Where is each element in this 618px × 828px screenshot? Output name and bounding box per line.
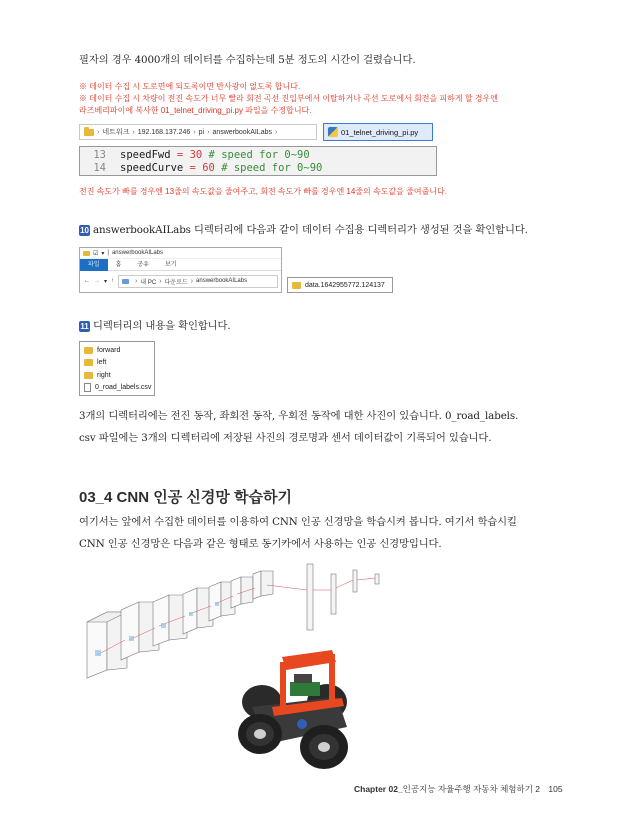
ribbon-tabs (80, 259, 281, 271)
explorer-titlebar: ☑ ▾ | answerbookAILabs (80, 248, 281, 259)
code-comment: # speed for 0~90 (208, 149, 310, 161)
code-note: 전진 속도가 빠를 경우엔 13줄의 속도값을 줄여주고, 회전 속도가 빠를 경우엔 14줄의 속도값을 줄여줍니다. (79, 187, 447, 196)
line-number: 13 (93, 149, 106, 161)
output-layer (375, 574, 379, 584)
code-line (80, 162, 436, 175)
intro-text: 필자의 경우 4000개의 데이터를 수집하는데 5분 정도의 시간이 걸렸습니다. (79, 54, 416, 66)
note-3: 라즈베리파이에 복사한 01_telnet_driving_pi.py 파일을 수정합니다. (79, 106, 312, 115)
code-line (80, 149, 436, 162)
code-var: speedFwd (120, 149, 171, 161)
tab-view[interactable]: 보기 (164, 261, 177, 268)
cnn-paragraph: 여기서는 앞에서 수집한 데이터를 이용하여 CNN 인공 신경망을 학습시켜 봅니다. 여기서 학습시킬 CNN 인공 신경망은 다음과 같은 형태로 동기카에서 사용하는 인공 신경망입니다. (79, 516, 517, 550)
back-arrow-icon[interactable]: ← (84, 278, 90, 284)
explorer-title: answerbookAILabs (111, 250, 164, 256)
path-segment[interactable]: 네트워크 (102, 129, 130, 136)
explorer-window (79, 247, 282, 293)
folder-icon (84, 129, 94, 136)
page-footer (354, 783, 563, 795)
directory-listing (79, 341, 155, 396)
tab-share[interactable]: 공유 (137, 261, 149, 268)
folder-icon (83, 251, 90, 256)
code-block (79, 146, 437, 176)
chevron-right-icon: › (275, 128, 278, 136)
forward-arrow-icon[interactable]: → (94, 278, 100, 284)
path-segment[interactable]: 내 PC (140, 279, 157, 286)
code-comment: # speed for 0~90 (221, 162, 323, 174)
step-10 (79, 219, 559, 241)
code-op: = (189, 162, 196, 174)
list-item[interactable]: forward (80, 344, 154, 357)
address-bar[interactable] (79, 124, 317, 140)
data-folder-name: data.1642955772.124137 (305, 281, 385, 289)
path-segment[interactable]: 192.168.137.246 (137, 128, 191, 136)
file-tab[interactable] (323, 123, 433, 141)
step-text: answerbookAILabs 디렉터리에 다음과 같이 데이터 수집용 디렉터리가 생성된 것을 확인합니다. (93, 224, 528, 236)
footer-title: 인공지능 자율주행 자동차 체험하기 2 (402, 784, 541, 794)
code-value: 60 (202, 162, 215, 174)
pc-icon (122, 279, 129, 284)
footer-chapter: Chapter 02_ (354, 784, 403, 794)
dense-layer-2 (331, 574, 336, 614)
list-item[interactable]: right (80, 369, 154, 382)
path-segment[interactable]: pi (198, 128, 205, 136)
up-arrow-icon[interactable]: ↑ (111, 278, 115, 284)
list-item[interactable]: 0_road_labels.csv (80, 382, 154, 395)
ai-car-image (232, 632, 362, 777)
conv-layer-4 (183, 588, 213, 634)
explorer-address[interactable]: › 내 PC › 다운로드 › answerbookAILabs (118, 275, 278, 288)
path-segment[interactable]: answerbookAILabs (196, 278, 248, 284)
chevron-down-icon: ▾ (101, 250, 105, 257)
path-segment[interactable]: answerbookAILabs (212, 128, 272, 136)
file-tab-label: 01_telnet_driving_pi.py (341, 127, 419, 137)
folder-icon (84, 359, 93, 366)
code-var: speedCurve (120, 162, 184, 174)
note-2: ※ 데이터 수집 시 차량이 전진 속도가 너무 빨라 회전 곡선 진입부에서 이탈하거나 곡선 도로에서 회전을 피하게 할 경우엔 (79, 94, 498, 103)
page-number: 105 (548, 784, 563, 794)
tab-home[interactable]: 홈 (115, 261, 122, 268)
path-segment[interactable]: 다운로드 (164, 279, 188, 286)
chevron-right-icon: › (207, 128, 210, 136)
section-title: 03_4 CNN 인공 신경망 학습하기 (79, 489, 292, 506)
note-1: ※ 데이터 수집 시 도로면에 되도록이면 반사광이 없도록 합니다. (79, 82, 301, 91)
list-item[interactable]: left (80, 357, 154, 370)
line-number: 14 (93, 162, 106, 174)
folder-icon (292, 282, 301, 289)
step-number: 11 (80, 322, 89, 331)
circuit-board (290, 682, 320, 696)
folder-icon (84, 347, 93, 354)
folder-icon (84, 372, 93, 379)
step-11 (79, 315, 559, 337)
chevron-down-icon[interactable]: ▾ (104, 278, 108, 285)
chevron-right-icon: › (132, 128, 135, 136)
dirs-paragraph: 3개의 디렉터리에는 전진 동작, 좌회전 동작, 우회전 동작에 대한 사진이 있습니다. 0_road_labels. csv 파일에는 3개의 디렉터리에 저장된 사진의 경로명과 센서 데이터값이 기록되어 있습니다. (79, 410, 519, 444)
chevron-right-icon: › (193, 128, 196, 136)
data-folder-item[interactable] (287, 277, 393, 293)
dense-layer-1 (307, 564, 313, 630)
tab-file[interactable]: 파일 (80, 259, 108, 271)
conv-layer-3 (153, 595, 187, 646)
step-text: 디렉터리의 내용을 확인합니다. (93, 320, 231, 332)
chevron-right-icon: › (97, 128, 100, 136)
step-number: 10 (80, 226, 89, 235)
code-op: = (176, 149, 184, 161)
dense-layer-3 (353, 570, 357, 592)
explorer-nav (80, 271, 281, 291)
checkbox-icon: ☑ (93, 250, 99, 257)
file-icon (84, 383, 91, 392)
python-file-icon (328, 127, 338, 137)
code-value: 30 (189, 149, 203, 161)
conv-layer-7 (253, 571, 273, 599)
